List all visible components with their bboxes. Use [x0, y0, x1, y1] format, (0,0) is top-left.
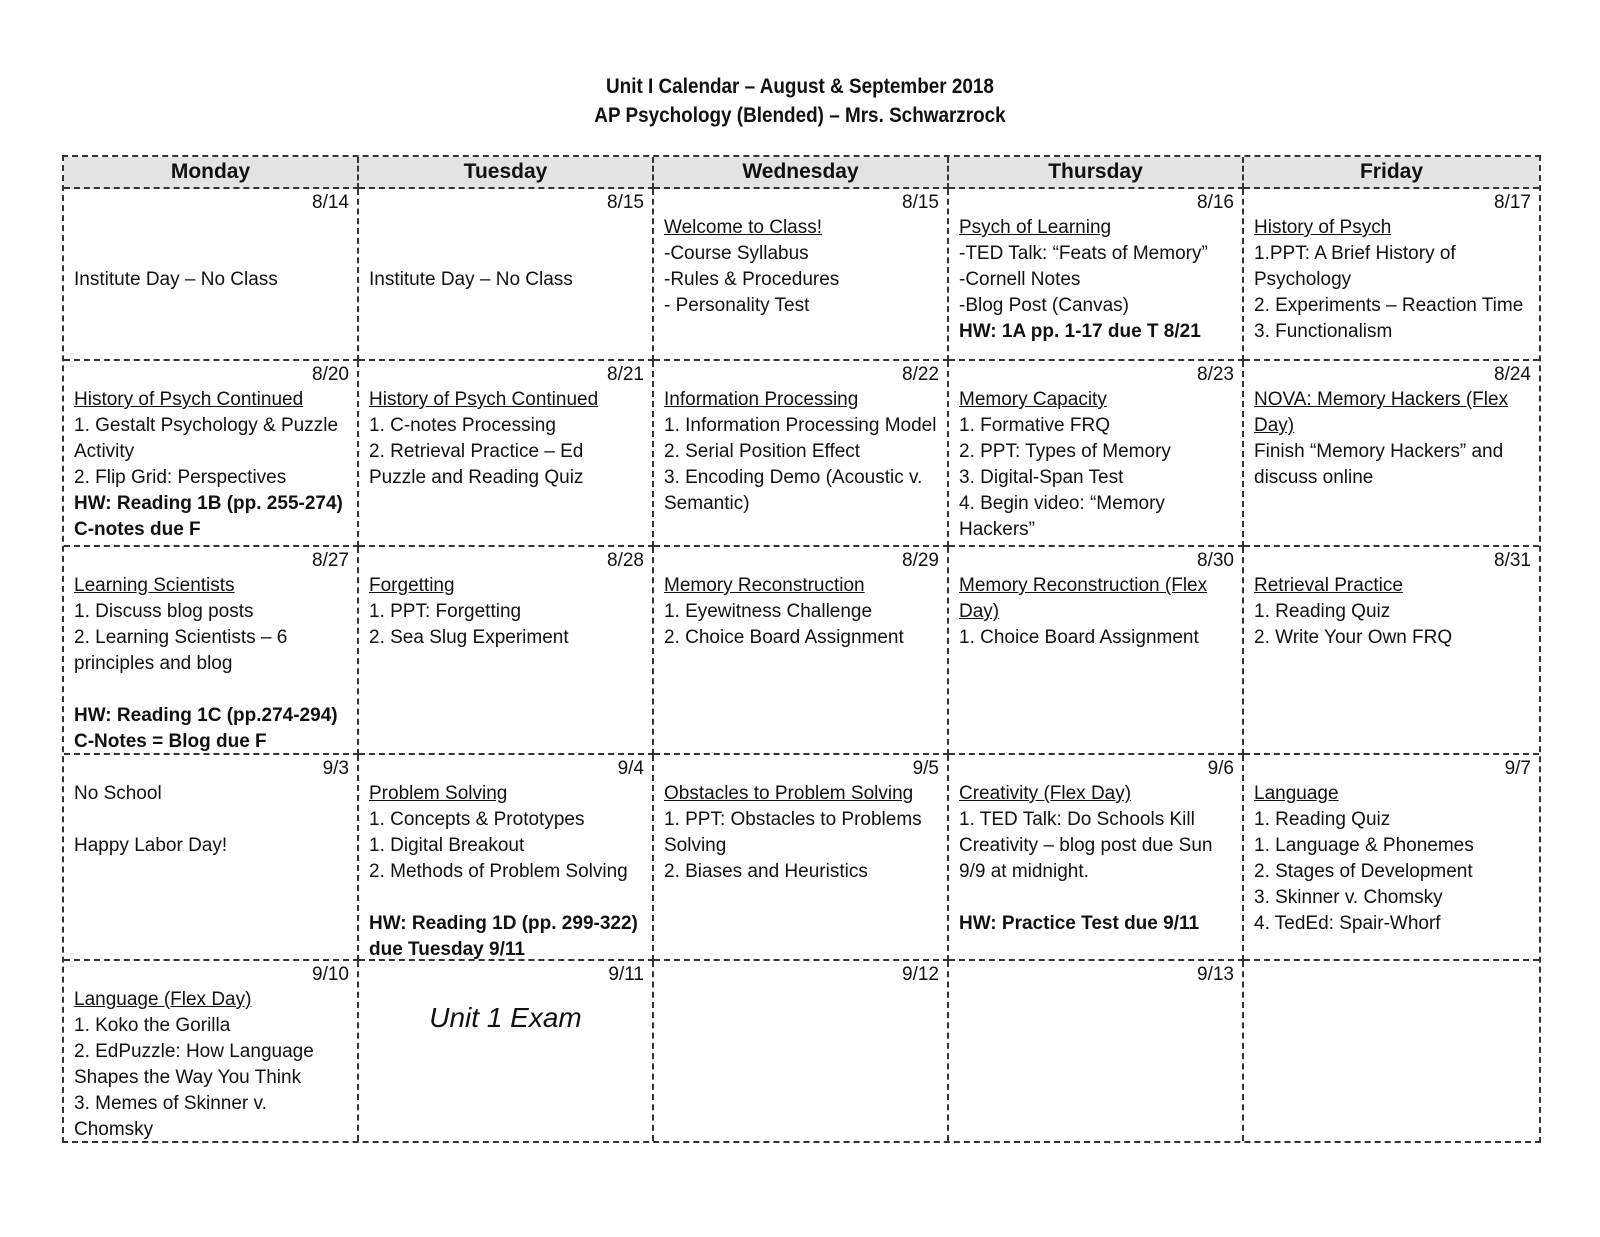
- lesson-title: Information Processing: [664, 389, 859, 410]
- lesson-item: 1. Formative FRQ: [959, 415, 1110, 436]
- day-header-thursday: Thursday: [949, 157, 1244, 189]
- lesson-item: 4. Begin video: “Memory Hackers”: [959, 493, 1165, 540]
- calendar-cell-thursday: [949, 547, 1244, 755]
- calendar-cell-tuesday: [359, 189, 654, 361]
- cell-date: 8/27: [312, 550, 349, 571]
- lesson-item: 2. Stages of Development: [1254, 861, 1473, 882]
- lesson-item: Institute Day – No Class: [74, 269, 278, 290]
- lesson-item: 2. Sea Slug Experiment: [369, 627, 569, 648]
- homework-note: HW: 1A pp. 1-17 due T 8/21: [959, 321, 1201, 342]
- lesson-item: 3. Functionalism: [1254, 321, 1393, 342]
- lesson-title: Problem Solving: [369, 783, 508, 804]
- spacer: [74, 807, 347, 833]
- lesson-item: 2. Retrieval Practice – Ed Puzzle and Reading Quiz: [369, 441, 584, 488]
- cell-date: 8/21: [607, 364, 644, 385]
- lesson-item: 2. Learning Scientists – 6 principles and blog: [74, 627, 288, 674]
- lesson-item: 2. Flip Grid: Perspectives: [74, 467, 287, 488]
- calendar-cell-monday: [64, 361, 359, 547]
- lesson-item: Institute Day – No Class: [369, 269, 573, 290]
- day-header-friday: Friday: [1244, 157, 1539, 189]
- lesson-title: Forgetting: [369, 575, 455, 596]
- cell-date: 8/15: [607, 192, 644, 213]
- cell-date: 8/17: [1494, 192, 1531, 213]
- lesson-item: 3. Digital-Span Test: [959, 467, 1124, 488]
- lesson-title: Retrieval Practice: [1254, 575, 1403, 596]
- calendar-cell-tuesday: [359, 755, 654, 961]
- lesson-item: 3. Encoding Demo (Acoustic v. Semantic): [664, 467, 923, 514]
- lesson-item: 2. Experiments – Reaction Time: [1254, 295, 1524, 316]
- cell-date: 9/13: [1197, 964, 1234, 985]
- lesson-item: 2. Serial Position Effect: [664, 441, 861, 462]
- lesson-title: Language (Flex Day): [74, 989, 252, 1010]
- lesson-title: Memory Reconstruction (Flex Day): [959, 575, 1208, 622]
- lesson-item: 2. Write Your Own FRQ: [1254, 627, 1453, 648]
- calendar-cell-wednesday: [654, 189, 949, 361]
- lesson-title: Creativity (Flex Day): [959, 783, 1132, 804]
- cell-date: 8/28: [607, 550, 644, 571]
- cell-date: 9/7: [1504, 758, 1531, 779]
- spacer: [369, 215, 642, 241]
- lesson-item: -Rules & Procedures: [664, 269, 840, 290]
- calendar-cell-monday: [64, 547, 359, 755]
- calendar-cell-friday: [1244, 189, 1539, 361]
- lesson-item: 1. Digital Breakout: [369, 835, 525, 856]
- homework-note: HW: Reading 1B (pp. 255-274) C-notes due F: [74, 493, 343, 540]
- calendar-cell-wednesday: [654, 961, 949, 1141]
- calendar-title: [80, 72, 1520, 130]
- lesson-item: 1. PPT: Obstacles to Problems Solving: [664, 809, 922, 856]
- calendar-cell-monday: [64, 961, 359, 1141]
- calendar-cell-wednesday: [654, 755, 949, 961]
- spacer: [74, 241, 347, 267]
- lesson-item: 1. Information Processing Model: [664, 415, 937, 436]
- lesson-item: 2. Methods of Problem Solving: [369, 861, 628, 882]
- lesson-item: 1. Koko the Gorilla: [74, 1015, 231, 1036]
- spacer: [959, 885, 1232, 911]
- lesson-item: 4. TedEd: Spair-Whorf: [1254, 913, 1441, 934]
- calendar-cell-friday: [1244, 547, 1539, 755]
- lesson-item: No School: [74, 783, 162, 804]
- calendar-cell-thursday: [949, 961, 1244, 1141]
- lesson-item: Finish “Memory Hackers” and discuss online: [1254, 441, 1504, 488]
- lesson-item: 2. PPT: Types of Memory: [959, 441, 1171, 462]
- cell-date: 9/6: [1207, 758, 1234, 779]
- lesson-item: 3. Memes of Skinner v. Chomsky: [74, 1093, 267, 1140]
- lesson-item: 3. Skinner v. Chomsky: [1254, 887, 1443, 908]
- cell-date: 9/12: [902, 964, 939, 985]
- calendar-cell-friday: [1244, 361, 1539, 547]
- homework-note: HW: Reading 1D (pp. 299-322) due Tuesday 9/11: [369, 913, 638, 960]
- lesson-item: -Course Syllabus: [664, 243, 809, 264]
- lesson-item: 2. Choice Board Assignment: [664, 627, 904, 648]
- lesson-title: Memory Reconstruction: [664, 575, 865, 596]
- exam-label: Unit 1 Exam: [429, 1002, 582, 1033]
- lesson-title: Obstacles to Problem Solving: [664, 783, 914, 804]
- cell-date: 9/10: [312, 964, 349, 985]
- lesson-item: 1. Reading Quiz: [1254, 601, 1391, 622]
- calendar-cell-thursday: [949, 361, 1244, 547]
- lesson-item: 1. Concepts & Prototypes: [369, 809, 585, 830]
- calendar-cell-tuesday: [359, 361, 654, 547]
- cell-date: 9/11: [608, 964, 644, 985]
- spacer: [369, 241, 642, 267]
- title-line-2: AP Psychology (Blended) – Mrs. Schwarzrock: [594, 104, 1006, 127]
- cell-date: 9/5: [912, 758, 939, 779]
- day-header-monday: Monday: [64, 157, 359, 189]
- calendar-cell-wednesday: [654, 361, 949, 547]
- lesson-item: - Personality Test: [664, 295, 810, 316]
- lesson-item: 1. Eyewitness Challenge: [664, 601, 873, 622]
- calendar-grid: [62, 155, 1541, 1143]
- lesson-item: 1. Choice Board Assignment: [959, 627, 1199, 648]
- lesson-item: 1. PPT: Forgetting: [369, 601, 522, 622]
- lesson-title: Language: [1254, 783, 1339, 804]
- lesson-title: History of Psych Continued: [74, 389, 304, 410]
- homework-note: HW: Practice Test due 9/11: [959, 913, 1200, 934]
- calendar-cell-wednesday: [654, 547, 949, 755]
- homework-note: HW: Reading 1C (pp.274-294) C-Notes = Blog due F: [74, 705, 338, 752]
- lesson-item: -Cornell Notes: [959, 269, 1081, 290]
- lesson-item: -Blog Post (Canvas): [959, 295, 1130, 316]
- day-header-wednesday: Wednesday: [654, 157, 949, 189]
- lesson-item: 1. Language & Phonemes: [1254, 835, 1474, 856]
- cell-date: [1254, 963, 1531, 987]
- spacer: [74, 677, 347, 703]
- calendar-cell-monday: [64, 189, 359, 361]
- lesson-title: Psych of Learning: [959, 217, 1112, 238]
- calendar-cell-tuesday: [359, 961, 654, 1141]
- lesson-title: History of Psych Continued: [369, 389, 599, 410]
- lesson-item: 2. EdPuzzle: How Language Shapes the Way You Think: [74, 1041, 314, 1088]
- spacer: [369, 885, 642, 911]
- spacer: [74, 215, 347, 241]
- cell-date: 9/4: [617, 758, 644, 779]
- calendar-cell-friday: [1244, 961, 1539, 1141]
- calendar-cell-tuesday: [359, 547, 654, 755]
- cell-date: 8/31: [1494, 550, 1531, 571]
- lesson-item: 2. Biases and Heuristics: [664, 861, 868, 882]
- calendar-cell-friday: [1244, 755, 1539, 961]
- lesson-item: 1. Discuss blog posts: [74, 601, 254, 622]
- cell-date: 8/24: [1494, 364, 1531, 385]
- cell-date: 8/23: [1197, 364, 1234, 385]
- lesson-title: Learning Scientists: [74, 575, 235, 596]
- cell-date: 9/3: [322, 758, 349, 779]
- cell-date: 8/14: [312, 192, 349, 213]
- calendar-cell-thursday: [949, 755, 1244, 961]
- day-header-tuesday: Tuesday: [359, 157, 654, 189]
- lesson-title: NOVA: Memory Hackers (Flex Day): [1254, 389, 1509, 436]
- lesson-title: Welcome to Class!: [664, 217, 823, 238]
- lesson-item: 1. TED Talk: Do Schools Kill Creativity – blog post due Sun 9/9 at midnight.: [959, 809, 1213, 882]
- lesson-item: 1.PPT: A Brief History of Psychology: [1254, 243, 1456, 290]
- lesson-title: Memory Capacity: [959, 389, 1107, 410]
- cell-date: 8/15: [902, 192, 939, 213]
- lesson-item: -TED Talk: “Feats of Memory”: [959, 243, 1208, 264]
- lesson-title: History of Psych: [1254, 217, 1392, 238]
- lesson-item: 1. C-notes Processing: [369, 415, 556, 436]
- calendar-cell-thursday: [949, 189, 1244, 361]
- calendar-cell-monday: [64, 755, 359, 961]
- cell-date: 8/16: [1197, 192, 1234, 213]
- title-line-1: Unit I Calendar – August & September 2018: [606, 75, 994, 98]
- lesson-item: Happy Labor Day!: [74, 835, 228, 856]
- cell-date: 8/22: [902, 364, 939, 385]
- cell-date: 8/30: [1197, 550, 1234, 571]
- lesson-item: 1. Gestalt Psychology & Puzzle Activity: [74, 415, 339, 462]
- cell-date: 8/29: [902, 550, 939, 571]
- cell-date: 8/20: [312, 364, 349, 385]
- lesson-item: 1. Reading Quiz: [1254, 809, 1391, 830]
